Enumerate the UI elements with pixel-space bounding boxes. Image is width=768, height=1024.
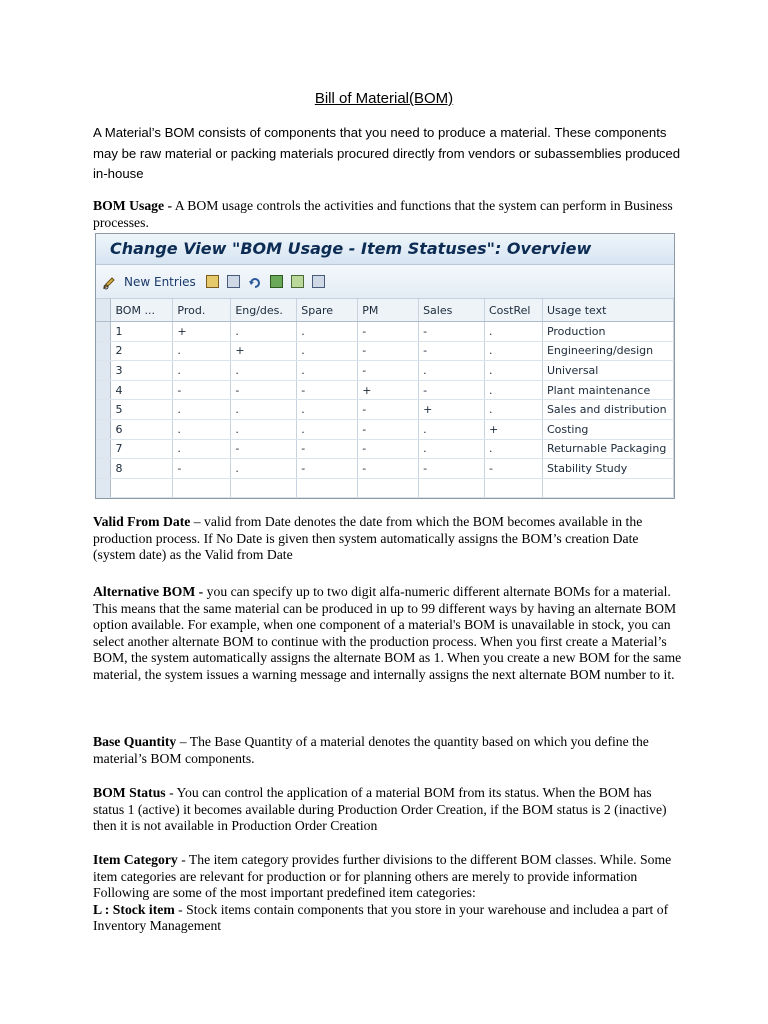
- empty-cell[interactable]: [297, 478, 358, 498]
- item-category-paragraph: [93, 852, 683, 935]
- bom-status-text: - You can control the application of a material BOM from its status. When the BOM has status 1 (active) it becomes available during Production Order Creation, if the BOM status is 2 (inactive) then it is not available in Production Order Creation: [93, 785, 667, 834]
- empty-cell[interactable]: [173, 478, 231, 498]
- undo-icon[interactable]: [248, 275, 262, 289]
- cell-usage-text[interactable]: Engineering/design: [542, 341, 673, 361]
- select-block-icon[interactable]: [291, 275, 304, 288]
- table-row[interactable]: [96, 361, 674, 381]
- cell-pm[interactable]: +: [358, 380, 419, 400]
- cell-bom[interactable]: 6: [111, 419, 173, 439]
- new-entries-button[interactable]: New Entries: [124, 274, 196, 289]
- cell-costrel[interactable]: +: [484, 419, 542, 439]
- bom-status-term: BOM Status: [93, 785, 166, 800]
- cell-engdes[interactable]: -: [231, 439, 297, 459]
- cell-pm[interactable]: -: [358, 361, 419, 381]
- cell-spare[interactable]: -: [297, 380, 358, 400]
- cell-prod[interactable]: .: [173, 361, 231, 381]
- cell-engdes[interactable]: .: [231, 459, 297, 479]
- cell-usage-text[interactable]: Returnable Packaging: [542, 439, 673, 459]
- cell-bom[interactable]: 8: [111, 459, 173, 479]
- table-row[interactable]: [96, 380, 674, 400]
- cell-bom[interactable]: 2: [111, 341, 173, 361]
- row-selector[interactable]: [96, 400, 111, 420]
- cell-pm[interactable]: -: [358, 459, 419, 479]
- sap-toolbar: [96, 265, 674, 299]
- alternative-bom-text: you can specify up to two digit alfa-numeric different alternate BOMs for a material. This means that the same material can be produced in up to 99 different ways by having an alternate BOM option available. For example, when one component of a material's BOM is unavailable in stock, you can select another alternate BOM to continue with the production process. When you first create a Material’s BOM, the system automatically assigns the alternate BOM as 1. When you create a new BOM for the same material, the system issues a warning message and internally assigns the next alternate BOM number to it.: [93, 584, 682, 682]
- col-header-engdes[interactable]: Eng/des.: [231, 299, 297, 322]
- cell-engdes[interactable]: .: [231, 322, 297, 342]
- bom-usage-table: [96, 299, 674, 498]
- table-row-empty[interactable]: [96, 478, 674, 498]
- empty-cell[interactable]: [542, 478, 673, 498]
- row-selector[interactable]: [96, 361, 111, 381]
- cell-bom[interactable]: 4: [111, 380, 173, 400]
- col-header-spare[interactable]: Spare: [297, 299, 358, 322]
- cell-engdes[interactable]: -: [231, 380, 297, 400]
- cell-costrel[interactable]: .: [484, 341, 542, 361]
- cell-sales[interactable]: -: [419, 380, 485, 400]
- base-quantity-term: Base Quantity: [93, 734, 177, 749]
- cell-spare[interactable]: -: [297, 439, 358, 459]
- cell-usage-text[interactable]: Stability Study: [542, 459, 673, 479]
- cell-bom[interactable]: 1: [111, 322, 173, 342]
- cell-prod[interactable]: .: [173, 400, 231, 420]
- base-quantity-paragraph: [93, 734, 683, 767]
- cell-usage-text[interactable]: Production: [542, 322, 673, 342]
- cell-spare[interactable]: .: [297, 322, 358, 342]
- empty-cell[interactable]: [231, 478, 297, 498]
- table-row[interactable]: [96, 400, 674, 420]
- copy-icon[interactable]: [206, 275, 219, 288]
- cell-prod[interactable]: +: [173, 322, 231, 342]
- delete-icon[interactable]: [227, 275, 240, 288]
- col-header-prod[interactable]: Prod.: [173, 299, 231, 322]
- cell-spare[interactable]: .: [297, 361, 358, 381]
- cell-spare[interactable]: .: [297, 400, 358, 420]
- col-header-costrel[interactable]: CostRel: [484, 299, 542, 322]
- cell-usage-text[interactable]: Universal: [542, 361, 673, 381]
- cell-spare[interactable]: -: [297, 459, 358, 479]
- cell-prod[interactable]: .: [173, 341, 231, 361]
- cell-costrel[interactable]: .: [484, 322, 542, 342]
- row-selector[interactable]: [96, 439, 111, 459]
- empty-cell[interactable]: [419, 478, 485, 498]
- empty-cell[interactable]: [484, 478, 542, 498]
- row-selector-header[interactable]: [96, 299, 111, 322]
- cell-engdes[interactable]: .: [231, 400, 297, 420]
- cell-bom[interactable]: 5: [111, 400, 173, 420]
- cell-costrel[interactable]: .: [484, 380, 542, 400]
- stock-item-text: - Stock items contain components that you store in your warehouse and includea a part of Inventory Management: [93, 901, 669, 934]
- cell-engdes[interactable]: .: [231, 419, 297, 439]
- cell-spare[interactable]: .: [297, 419, 358, 439]
- cell-prod[interactable]: -: [173, 380, 231, 400]
- cell-prod[interactable]: -: [173, 459, 231, 479]
- bom-usage-paragraph: [93, 198, 683, 231]
- col-header-bom[interactable]: BOM ...: [111, 299, 173, 322]
- valid-from-paragraph: [93, 514, 683, 564]
- col-header-usage-text[interactable]: Usage text: [542, 299, 673, 322]
- row-selector[interactable]: [96, 322, 111, 342]
- cell-sales[interactable]: -: [419, 341, 485, 361]
- alternative-bom-term: Alternative BOM -: [93, 584, 204, 599]
- deselect-all-icon[interactable]: [312, 275, 325, 288]
- cell-pm[interactable]: -: [358, 400, 419, 420]
- cell-sales[interactable]: .: [419, 439, 485, 459]
- col-header-pm[interactable]: PM: [358, 299, 419, 322]
- bom-usage-term: BOM Usage -: [93, 198, 173, 213]
- bom-usage-text: A BOM usage controls the activities and functions that the system can perform in Business processes.: [93, 198, 673, 230]
- cell-bom[interactable]: 7: [111, 439, 173, 459]
- cell-pm[interactable]: -: [358, 419, 419, 439]
- page-title: Bill of Material(BOM): [314, 90, 454, 107]
- intro-paragraph: A Material’s BOM consists of components that you need to produce a material. These components may be raw material or packing materials procured directly from vendors or subassemblies produced in-house: [93, 125, 681, 181]
- cell-costrel[interactable]: .: [484, 400, 542, 420]
- cell-bom[interactable]: 3: [111, 361, 173, 381]
- cell-sales[interactable]: +: [419, 400, 485, 420]
- bom-status-paragraph: [93, 785, 683, 835]
- item-category-term: Item Category: [93, 852, 178, 867]
- cell-prod[interactable]: .: [173, 419, 231, 439]
- sap-window-title: Change View "BOM Usage - Item Statuses": Overview: [96, 234, 674, 265]
- row-selector[interactable]: [96, 380, 111, 400]
- valid-from-term: Valid From Date: [93, 514, 191, 529]
- cell-costrel[interactable]: .: [484, 361, 542, 381]
- table-row[interactable]: [96, 322, 674, 342]
- cell-engdes[interactable]: .: [231, 361, 297, 381]
- cell-prod[interactable]: .: [173, 439, 231, 459]
- table-row[interactable]: [96, 341, 674, 361]
- cell-usage-text[interactable]: Plant maintenance: [542, 380, 673, 400]
- row-selector[interactable]: [96, 459, 111, 479]
- cell-pm[interactable]: -: [358, 341, 419, 361]
- table-row[interactable]: [96, 459, 674, 479]
- row-selector[interactable]: [96, 478, 111, 498]
- base-quantity-text: – The Base Quantity of a material denotes the quantity based on which you define the material’s BOM components.: [93, 734, 649, 766]
- cell-sales[interactable]: .: [419, 419, 485, 439]
- cell-usage-text[interactable]: Sales and distribution: [542, 400, 673, 420]
- cell-pm[interactable]: -: [358, 439, 419, 459]
- cell-sales[interactable]: -: [419, 459, 485, 479]
- sap-screenshot: [95, 233, 675, 499]
- cell-usage-text[interactable]: Costing: [542, 419, 673, 439]
- table-body: [96, 322, 674, 498]
- col-header-sales[interactable]: Sales: [419, 299, 485, 322]
- select-all-icon[interactable]: [270, 275, 283, 288]
- valid-from-text: – valid from Date denotes the date from which the BOM becomes available in the production process. If No Date is given then system automatically assigns the BOM’s creation Date (system date) as the Valid from Date: [93, 514, 643, 563]
- cell-costrel[interactable]: -: [484, 459, 542, 479]
- stock-item-term: L : Stock item: [93, 901, 175, 917]
- item-category-text: - The item category provides further divisions to the different BOM classes. While. Some item categories are relevant for production or for planning others are merely to provide information Following are some of the most important predefined item categories:: [93, 852, 672, 901]
- table-header-row: [96, 299, 674, 322]
- row-selector[interactable]: [96, 419, 111, 439]
- cell-spare[interactable]: .: [297, 341, 358, 361]
- empty-cell[interactable]: [111, 478, 173, 498]
- cell-sales[interactable]: .: [419, 361, 485, 381]
- row-selector[interactable]: [96, 341, 111, 361]
- pencil-glasses-icon[interactable]: [102, 275, 116, 289]
- alternative-bom-paragraph: [93, 584, 683, 684]
- cell-sales[interactable]: -: [419, 322, 485, 342]
- table-row[interactable]: [96, 419, 674, 439]
- cell-costrel[interactable]: .: [484, 439, 542, 459]
- cell-engdes[interactable]: +: [231, 341, 297, 361]
- cell-pm[interactable]: -: [358, 322, 419, 342]
- table-row[interactable]: [96, 439, 674, 459]
- empty-cell[interactable]: [358, 478, 419, 498]
